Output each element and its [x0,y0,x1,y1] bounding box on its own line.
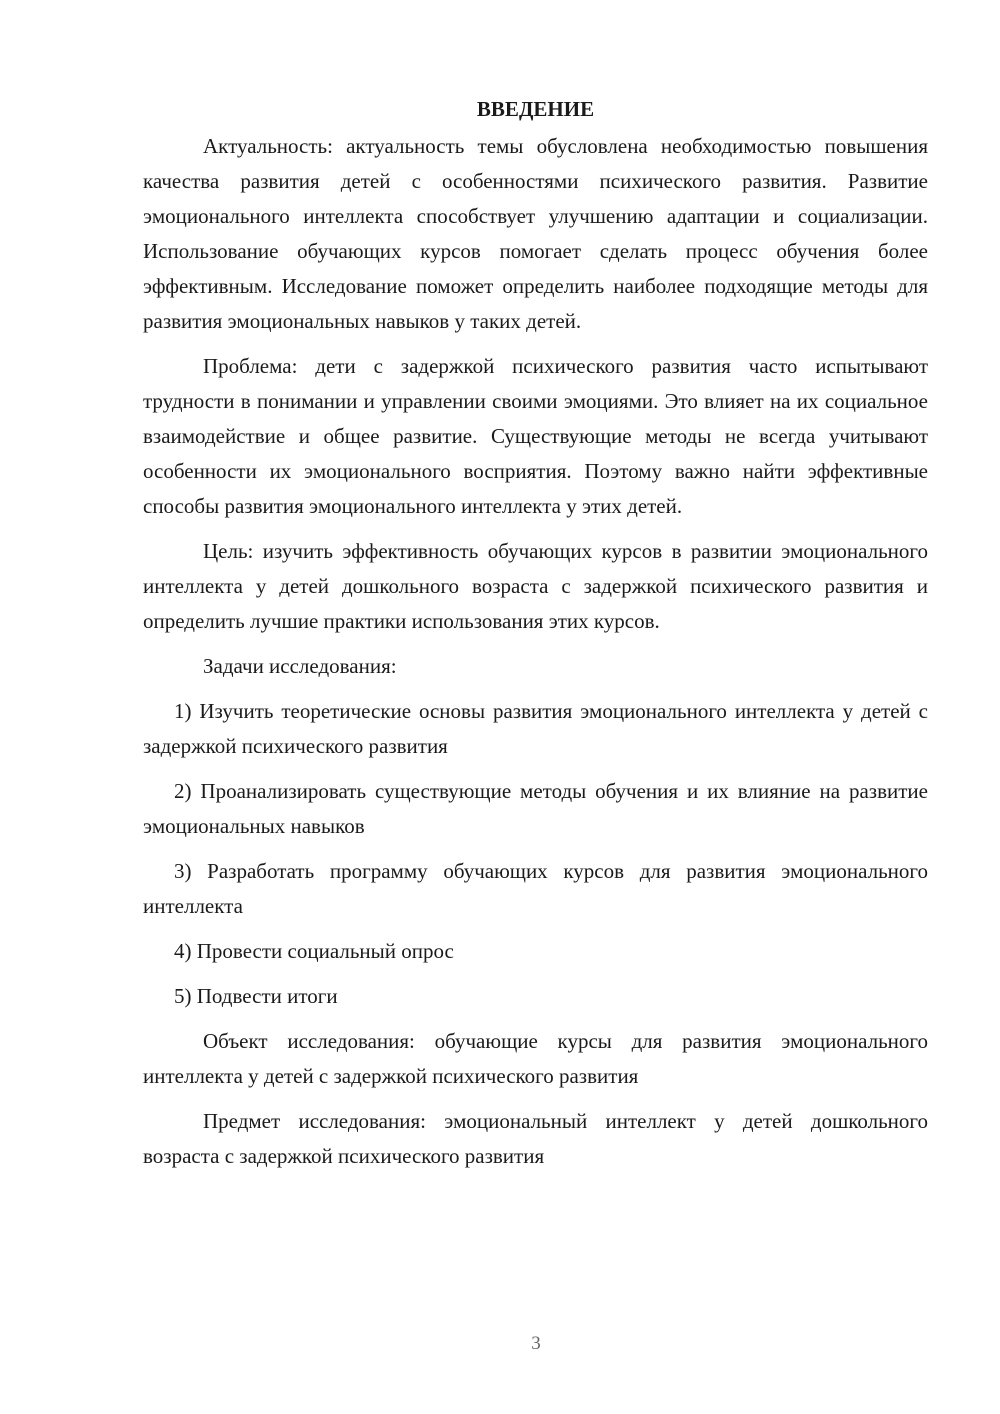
paragraph-object: Объект исследования: обучающие курсы для развития эмоционального интеллекта у детей с задержкой психического развития [143,1029,928,1088]
list-item-task-5: 5) Подвести итоги [174,984,338,1008]
list-item-task-1: 1) Изучить теоретические основы развития эмоционального интеллекта у детей с задержкой психического развития [143,699,928,758]
section-heading: ВВЕДЕНИЕ [476,97,595,121]
paragraph-goal: Цель: изучить эффективность обучающих курсов в развитии эмоционального интеллекта у детей дошкольного возраста с задержкой психического развития и определить лучшие практики использования этих курсов. [143,539,928,633]
page-number: 3 [531,1333,541,1354]
list-item-task-3: 3) Разработать программу обучающих курсов для развития эмоционального интеллекта [143,859,928,918]
document-page [143,92,928,1184]
paragraph-subject: Предмет исследования: эмоциональный интеллект у детей дошкольного возраста с задержкой психического развития [143,1109,928,1168]
list-item-task-4: 4) Провести социальный опрос [174,939,454,963]
paragraph-problem: Проблема: дети с задержкой психического развития часто испытывают трудности в понимании и управлении своими эмоциями. Это влияет на их социальное взаимодействие и общее развитие. Существующие методы не всегда учитывают особенности их эмоционального восприятия. Поэтому важно найти эффективные способы развития эмоционального интеллекта у этих детей. [143,354,928,518]
paragraph-tasks-heading: Задачи исследования: [203,654,397,678]
list-item-task-2: 2) Проанализировать существующие методы обучения и их влияние на развитие эмоциональных навыков [143,779,928,838]
paragraph-relevance: Актуальность: актуальность темы обусловлена необходимостью повышения качества развития детей с особенностями психического развития. Развитие эмоционального интеллекта способствует улучшению адаптации и социализации. Использование обучающих курсов помогает сделать процесс обучения более эффективным. Исследование поможет определить наиболее подходящие методы для развития эмоциональных навыков у таких детей. [143,134,928,333]
